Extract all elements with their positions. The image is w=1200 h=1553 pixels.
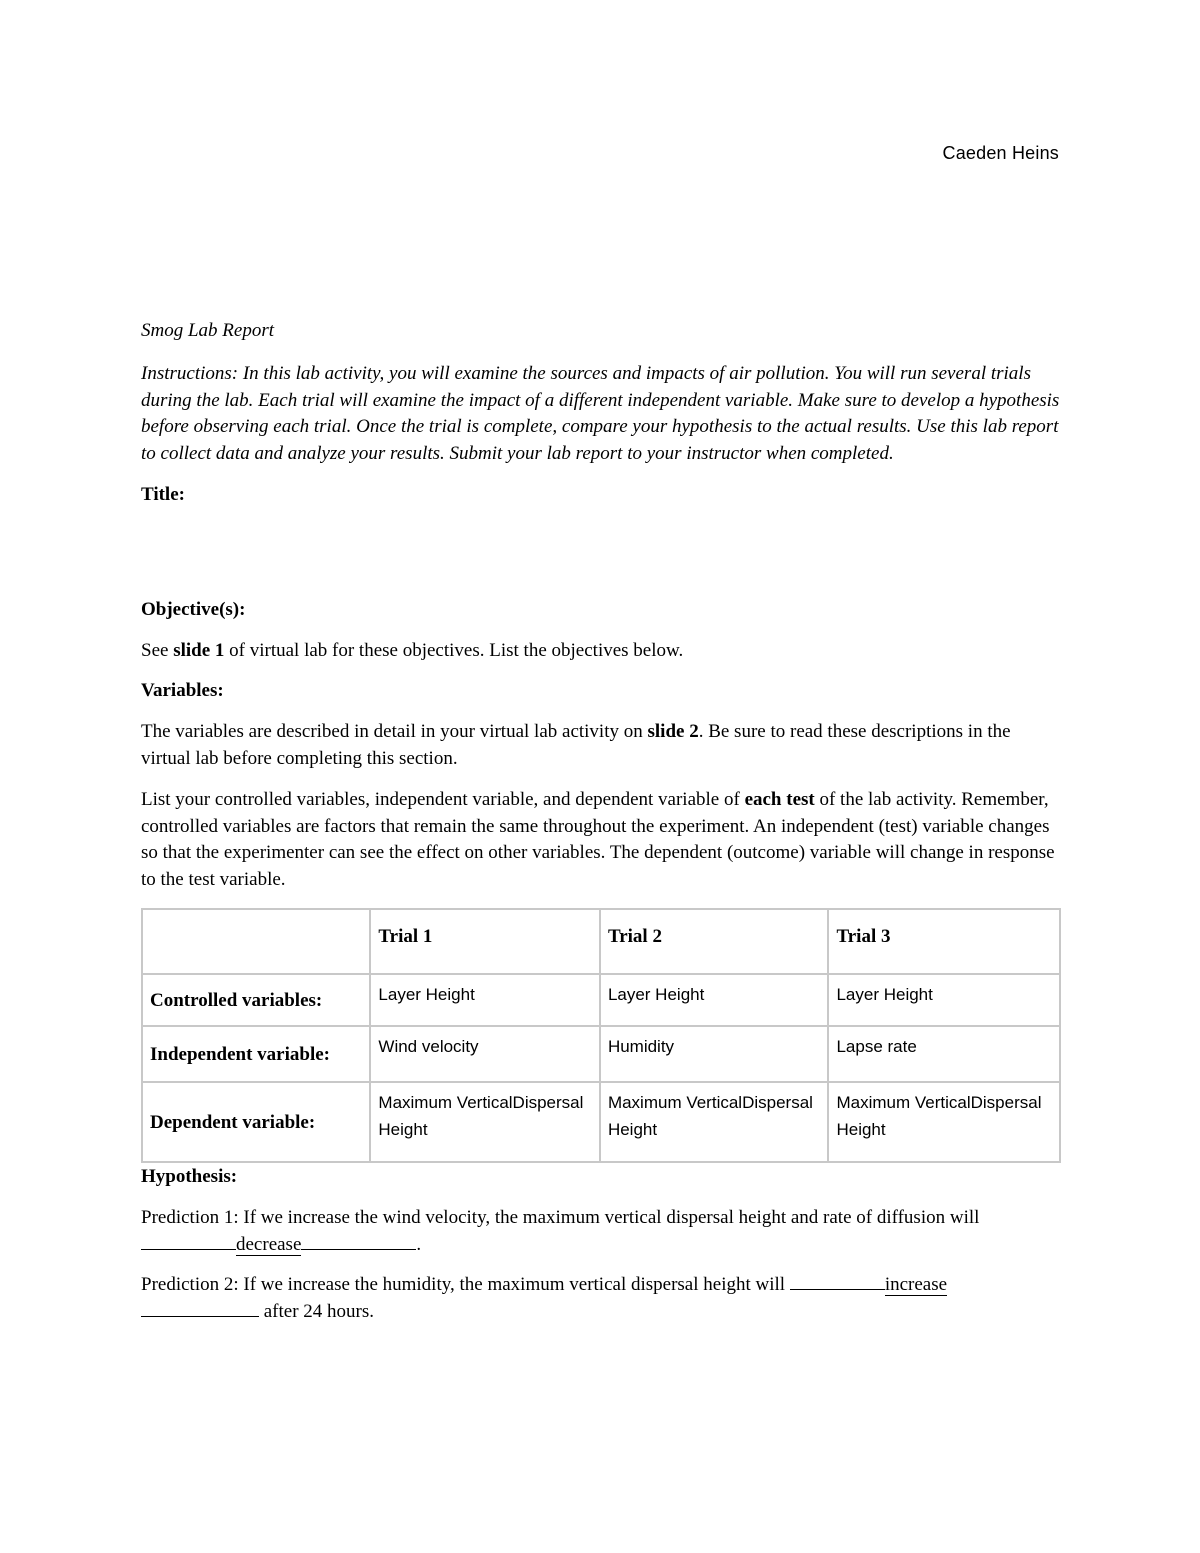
prediction-1-answer: decrease — [236, 1233, 302, 1255]
table-cell: Maximum VerticalDispersal Height — [370, 1082, 600, 1162]
variables-heading: Variables: — [141, 680, 224, 702]
table-header-empty — [142, 909, 370, 974]
prediction-2-answer: increase — [884, 1274, 948, 1296]
author-name: Caeden Heins — [942, 143, 1059, 163]
variables-table — [141, 908, 1061, 1163]
prediction-1-end: . — [416, 1233, 422, 1255]
document-body — [141, 318, 1061, 1326]
table-cell: Maximum VerticalDispersal Height — [600, 1082, 829, 1162]
table-cell: Lapse rate — [828, 1026, 1060, 1082]
table-cell: Layer Height — [828, 974, 1060, 1026]
table-row — [142, 1026, 1060, 1082]
table-cell: Layer Height — [370, 974, 600, 1026]
document-title: Smog Lab Report — [141, 320, 274, 341]
table-header-trial-3: Trial 3 — [828, 909, 1060, 974]
table-header-trial-1: Trial 1 — [370, 909, 600, 974]
instructions-paragraph: Instructions: In this lab activity, you will examine the sources and impacts of air pollution. You will run several trials during the lab. Each trial will examine the impact of a different independent variable. Make sure to develop a hypothesis before observing each trial. Once the trial is complete, compare your hypothesis to the actual results. Use this lab report to collect data and analyze your results. Submit your lab report to your instructor when completed. — [141, 362, 1060, 465]
table-row — [142, 1082, 1060, 1162]
objectives-slide-ref: slide 1 — [173, 639, 225, 661]
objectives-heading: Objective(s): — [141, 598, 246, 620]
row-label-dependent: Dependent variable: — [142, 1082, 370, 1162]
variables-p2-post: of the lab activity. Remember, controlled variables are factors that remain the same throughout the experiment. An independent (test) variable changes so that the experimenter can see the effect on other variables. The dependent (outcome) variable will change in response to the test variable. — [141, 788, 1055, 891]
variables-paragraph-1 — [141, 719, 1061, 773]
blank-line — [141, 1249, 236, 1250]
variables-slide-ref: slide 2 — [647, 721, 699, 743]
blank-line — [301, 1249, 416, 1250]
table-header-trial-2: Trial 2 — [600, 909, 829, 974]
variables-p1-post: . Be sure to read these descriptions in the virtual lab before completing this section. — [141, 721, 1011, 769]
variables-p1-pre: The variables are described in detail in your virtual lab activity on — [141, 721, 648, 743]
objectives-text — [141, 638, 1061, 665]
objectives-text-pre: See — [141, 639, 174, 661]
prediction-1 — [141, 1205, 1061, 1259]
hypothesis-heading: Hypothesis: — [141, 1165, 238, 1187]
table-header-row — [142, 909, 1060, 974]
blank-line — [790, 1289, 885, 1290]
table-cell: Wind velocity — [370, 1026, 600, 1082]
variables-p2-pre: List your controlled variables, independent variable, and dependent variable of — [141, 788, 745, 810]
objectives-text-post: of virtual lab for these objectives. List the objectives below. — [224, 639, 684, 661]
prediction-2 — [141, 1272, 1061, 1326]
table-row — [142, 974, 1060, 1026]
prediction-2-text: Prediction 2: If we increase the humidity, the maximum vertical dispersal height will — [141, 1274, 790, 1296]
variables-each-test: each test — [744, 788, 815, 810]
prediction-1-text: Prediction 1: If we increase the wind velocity, the maximum vertical dispersal height and rate of diffusion will — [141, 1206, 980, 1228]
title-heading: Title: — [141, 483, 185, 505]
table-cell: Layer Height — [600, 974, 829, 1026]
blank-line — [141, 1316, 259, 1317]
row-label-independent: Independent variable: — [142, 1026, 370, 1082]
prediction-2-end: after 24 hours. — [259, 1301, 375, 1323]
row-label-controlled: Controlled variables: — [142, 974, 370, 1026]
table-cell: Humidity — [600, 1026, 829, 1082]
variables-paragraph-2 — [141, 787, 1061, 894]
table-cell: Maximum VerticalDispersal Height — [828, 1082, 1060, 1162]
